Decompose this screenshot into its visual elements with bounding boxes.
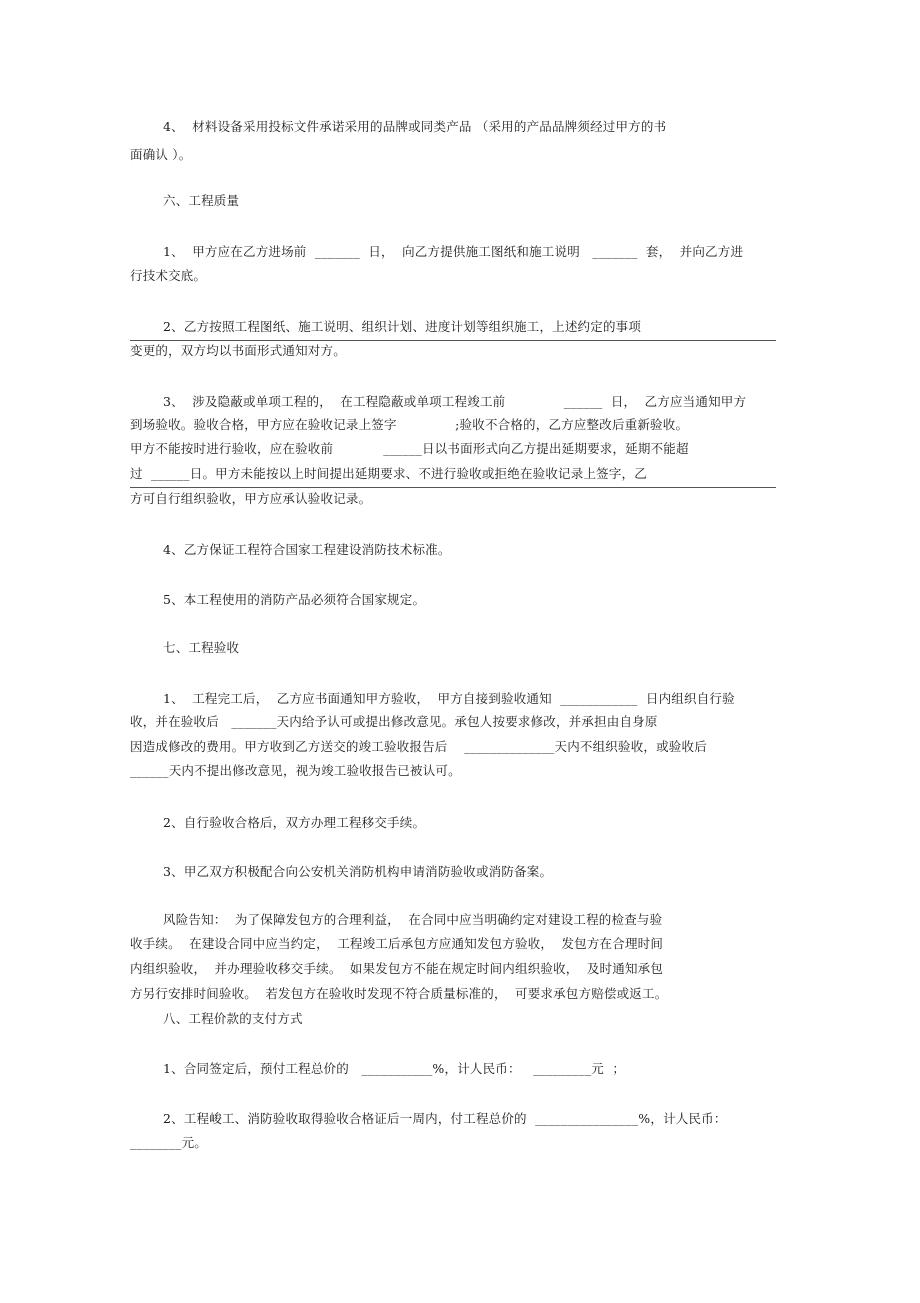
section-6-heading: 六、工程质量: [163, 193, 240, 208]
payment-item-2: 2、工程峻工、消防验收取得验收合格证后一周内，付工程总价的 ________________%，计人民币：: [163, 1111, 727, 1126]
risk-notice-line4: 方另行安排时间验收。 若发包方在验收时发现不符合质量标准的， 可要求承包方赔偿或返工。: [130, 986, 668, 1001]
quality-item-3-line2: 到场验收。验收合格，甲方应在验收记录上签字 ;验收不合格的，乙方应整改后重新验收。: [130, 417, 689, 432]
acceptance-item-1-line2: 收，并在验收后 _______天内给予认可或提出修改意见。承包人按要求修改，并承担由自身原: [130, 714, 658, 729]
quality-item-5: 5、本工程使用的消防产品必须符合国家规定。: [163, 592, 426, 607]
quality-item-3-line3: 甲方不能按时进行验收，应在验收前 ______日以书面形式向乙方提出延期要求，延期不能超: [130, 441, 689, 456]
acceptance-item-3: 3、甲乙双方积极配合向公安机关消防机构申请消防验收或消防备案。: [163, 864, 553, 879]
item-4-materials-cont: 面确认 ）。: [130, 147, 192, 162]
divider-line: [130, 487, 776, 488]
item-4-materials: 4、 材料设备采用投标文件承诺采用的品牌或同类产品 （采用的产品品牌须经过甲方的书: [163, 119, 667, 134]
acceptance-item-1-line3: 因造成修改的费用。甲方收到乙方送交的竣工验收报告后 ______________天内不组织验收，或验收后: [130, 739, 707, 754]
quality-item-3-line5: 方可自行组织验收，甲方应承认验收记录。: [130, 491, 372, 506]
quality-item-1: 1、 甲方应在乙方进场前 _______ 日， 向乙方提供施工图纸和施工说明 _______ 套， 并向乙方进: [163, 244, 744, 259]
risk-notice-line3: 内组织验收， 并办理验收移交手续。 如果发包方不能在规定时间内组织验收， 及时通知承包: [130, 961, 664, 976]
quality-item-2-cont: 变更的，双方均以书面形式通知对方。: [130, 343, 346, 358]
risk-notice: 风险告知： 为了保障发包方的合理利益， 在合同中应当明确约定对建设工程的检查与验: [163, 912, 663, 927]
section-8-heading: 八、工程价款的支付方式: [163, 1011, 303, 1026]
payment-item-1: 1、合同签定后，预付工程总价的 ___________%，计人民币： _________元 ；: [163, 1061, 626, 1076]
acceptance-item-1-line4: ______天内不提出修改意见，视为竣工验收报告已被认可。: [130, 763, 461, 778]
acceptance-item-2: 2、自行验收合格后，双方办理工程移交手续。: [163, 815, 426, 830]
payment-item-2-cont: ________元。: [130, 1135, 208, 1150]
risk-notice-line2: 收手续。 在建设合同中应当约定， 工程竣工后承包方应通知发包方验收， 发包方在合理时间: [130, 936, 664, 951]
quality-item-2: 2、乙方按照工程图纸、施工说明、组织计划、进度计划等组织施工，上述约定的事项: [163, 319, 642, 334]
section-7-heading: 七、工程验收: [163, 640, 240, 655]
divider-line: [130, 340, 776, 341]
quality-item-4: 4、乙方保证工程符合国家工程建设消防技术标准。: [163, 542, 451, 557]
acceptance-item-1: 1、 工程完工后， 乙方应书面通知甲方验收， 甲方自接到验收通知 ____________ 日内组织自行验: [163, 691, 735, 706]
quality-item-3-line4: 过 ______日。甲方未能按以上时间提出延期要求、不进行验收或拒绝在验收记录上签字，乙: [130, 466, 647, 481]
quality-item-3: 3、 涉及隐蔽或单项工程的， 在工程隐蔽或单项工程竣工前 ______ 日， 乙方应当通知甲方: [163, 394, 747, 409]
quality-item-1-cont: 行技术交底。: [130, 268, 207, 283]
